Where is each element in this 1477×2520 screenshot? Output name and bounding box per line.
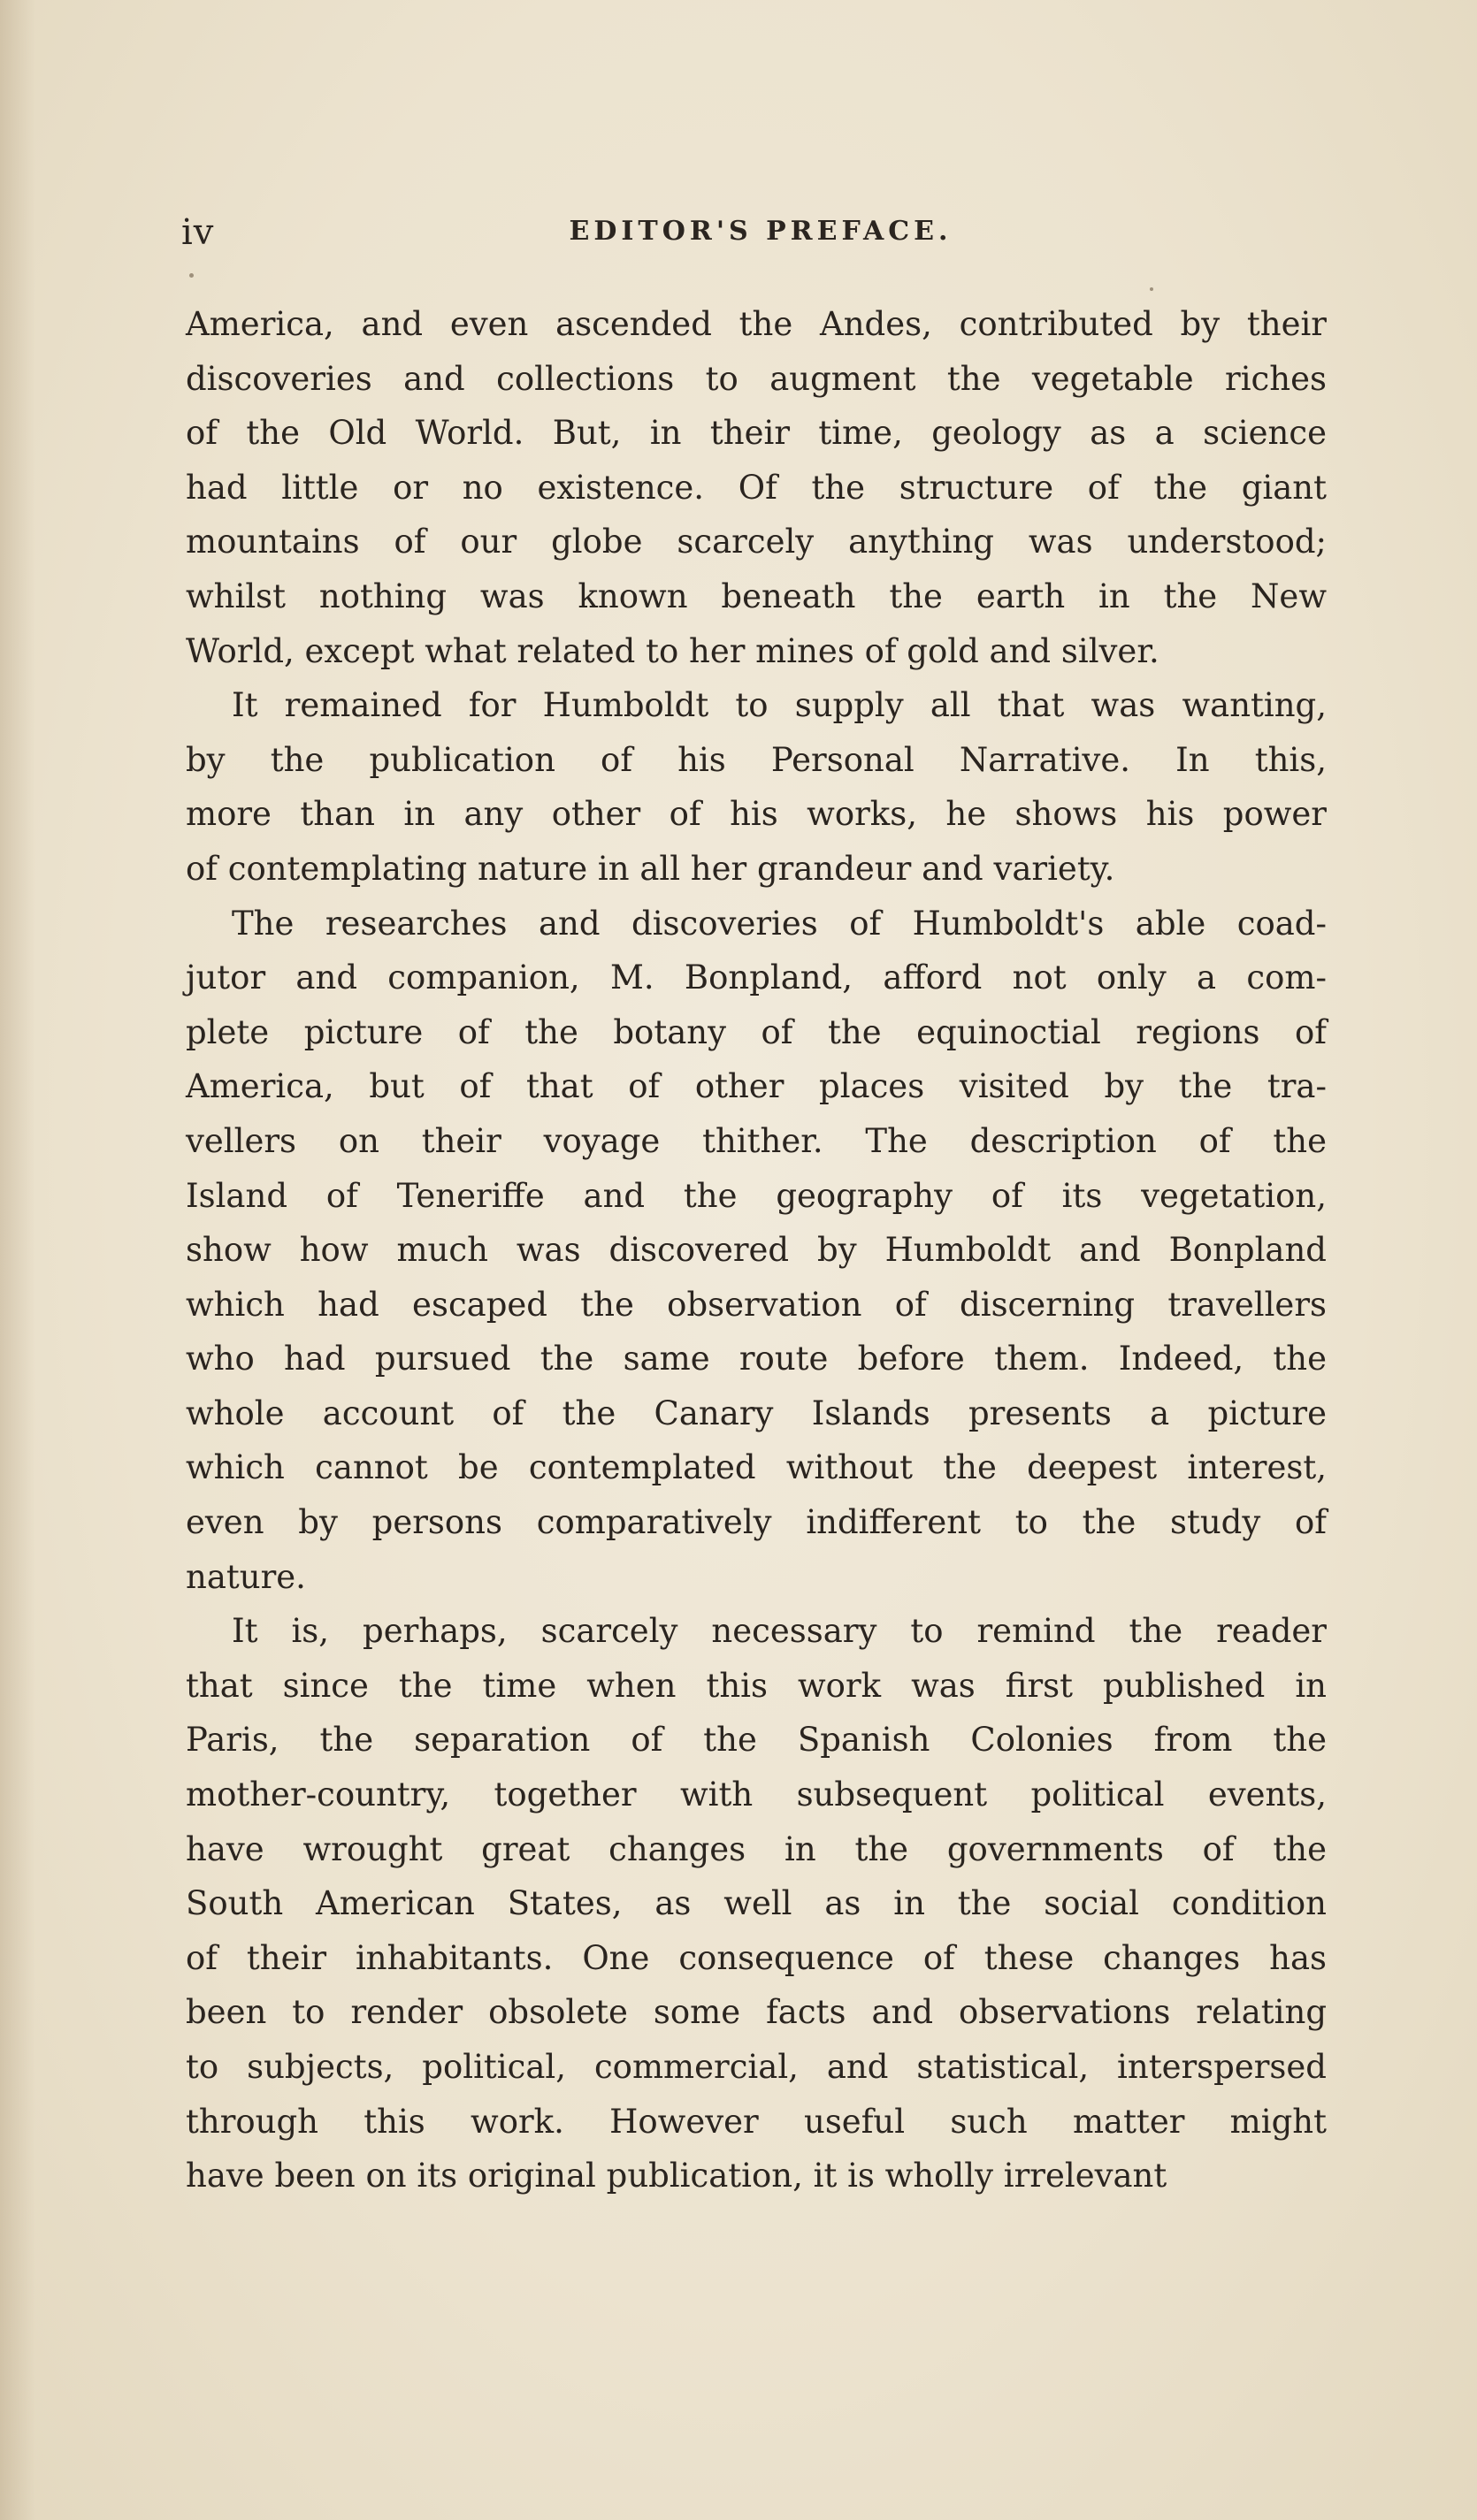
- text-line: mountains of our globe scarcely anything was understood;: [186, 523, 1327, 561]
- text-line: had little or no existence. Of the structure of the giant: [186, 468, 1327, 507]
- text-line: America, and even ascended the Andes, contributed by their: [186, 305, 1327, 343]
- ink-speck: [1150, 287, 1153, 291]
- page-edge-shadow: [0, 0, 35, 2520]
- body-text: [186, 297, 1327, 2203]
- text-line: Island of Teneriffe and the geography of its vegetation,: [186, 1176, 1327, 1215]
- text-line: even by persons comparatively indifferent to the study of: [186, 1503, 1327, 1542]
- text-line: which cannot be contemplated without the deepest interest,: [186, 1448, 1327, 1487]
- ink-speck: [189, 273, 194, 278]
- text-line: It remained for Humboldt to supply all that was wanting,: [232, 686, 1327, 725]
- text-line: who had pursued the same route before them. Indeed, the: [186, 1340, 1327, 1378]
- text-line: The researches and discoveries of Humboldt's able coad-: [232, 904, 1327, 943]
- text-line: mother-country, together with subsequent political events,: [186, 1775, 1327, 1814]
- text-line: have wrought great changes in the governments of the: [186, 1829, 1327, 1868]
- text-line: Paris, the separation of the Spanish Colonies from the: [186, 1721, 1327, 1760]
- text-line: of the Old World. But, in their time, geology as a science: [186, 414, 1327, 453]
- text-line: to subjects, political, commercial, and statistical, interspersed: [186, 2048, 1327, 2086]
- text-line: whilst nothing was known beneath the earth in the New: [186, 577, 1327, 615]
- page-number: iv: [181, 212, 215, 253]
- text-line: jutor and companion, M. Bonpland, afford not only a com-: [186, 958, 1327, 997]
- text-line: whole account of the Canary Islands presents a picture: [186, 1394, 1327, 1432]
- text-line: nature.: [186, 1557, 306, 1596]
- paragraph: [186, 897, 1327, 1605]
- text-line: World, except what related to her mines of gold and silver.: [186, 631, 1159, 670]
- text-line: that since the time when this work was first published in: [186, 1666, 1327, 1705]
- text-line: plete picture of the botany of the equinoctial regions of: [186, 1012, 1327, 1051]
- text-line: by the publication of his Personal Narrative. In this,: [186, 740, 1327, 779]
- text-line: South American States, as well as in the social condition: [186, 1884, 1327, 1923]
- text-line: through this work. However useful such matter might: [186, 2102, 1327, 2141]
- text-line: of contemplating nature in all her grandeur and variety.: [186, 849, 1115, 888]
- paragraph: [186, 1604, 1327, 2203]
- text-line: America, but of that of other places visited by the tra-: [186, 1067, 1327, 1106]
- running-head: EDITOR'S PREFACE.: [569, 216, 953, 247]
- text-line: It is, perhaps, scarcely necessary to remind the reader: [232, 1612, 1327, 1651]
- page-header: [181, 212, 1340, 265]
- paragraph: [186, 678, 1327, 896]
- text-line: show how much was discovered by Humboldt and Bonpland: [186, 1231, 1327, 1270]
- paragraph: [186, 297, 1327, 678]
- text-line: vellers on their voyage thither. The description of the: [186, 1121, 1327, 1160]
- text-line: have been on its original publication, it is wholly irrelevant: [186, 2157, 1167, 2195]
- text-line: of their inhabitants. One consequence of these changes has: [186, 1938, 1327, 1977]
- text-line: which had escaped the observation of discerning travellers: [186, 1285, 1327, 1324]
- text-line: been to render obsolete some facts and observations relating: [186, 1993, 1327, 2032]
- text-line: discoveries and collections to augment the vegetable riches: [186, 359, 1327, 398]
- text-line: more than in any other of his works, he shows his power: [186, 795, 1327, 834]
